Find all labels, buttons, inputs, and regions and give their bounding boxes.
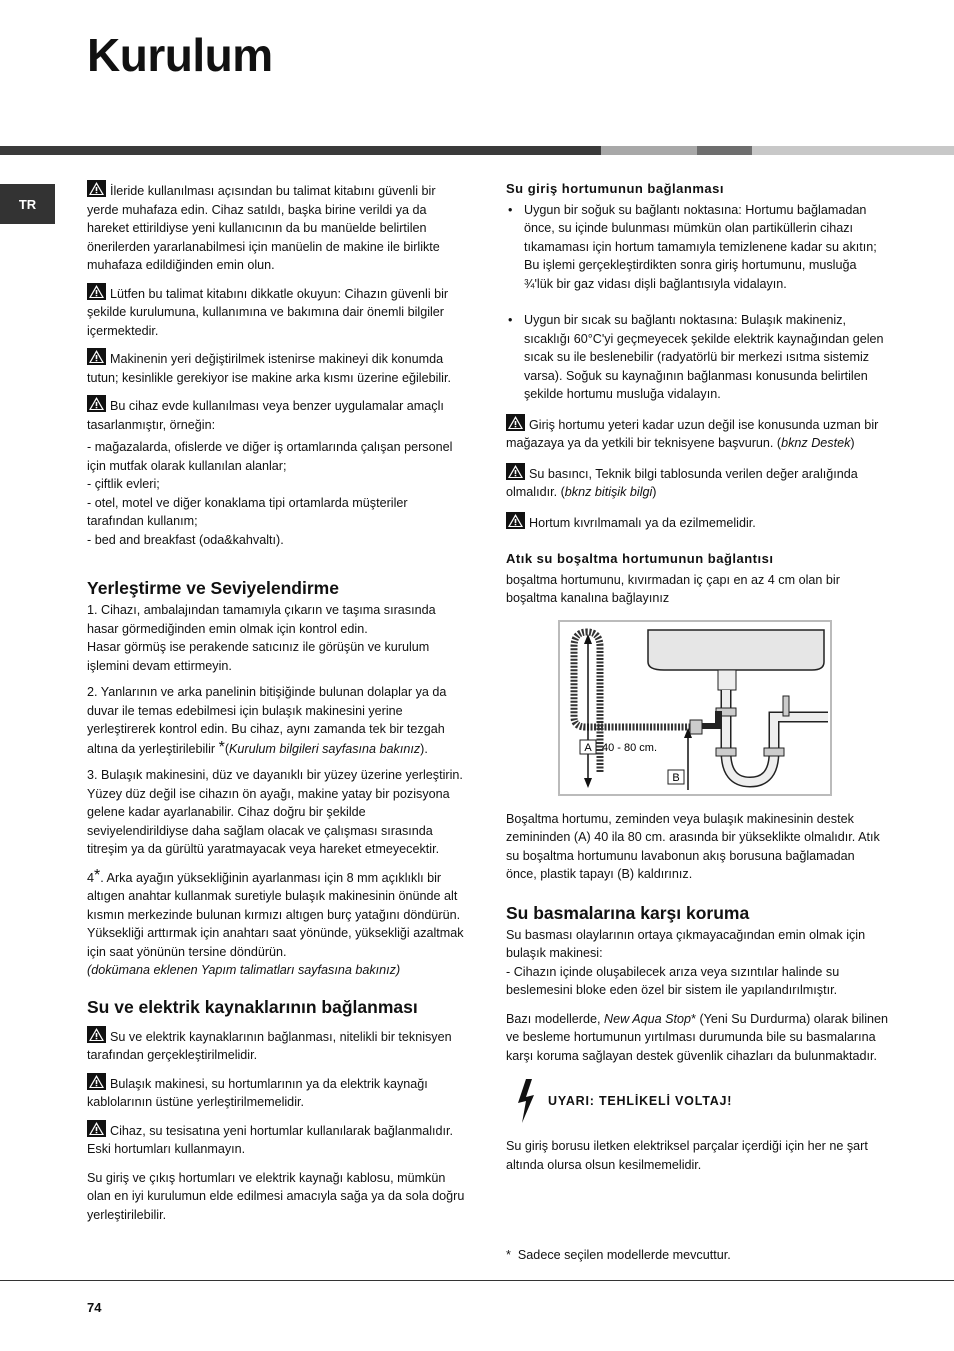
warning-icon <box>506 414 525 431</box>
header-bar-light-2 <box>752 146 954 155</box>
warning-icon <box>87 395 106 412</box>
page-title: Kurulum <box>87 29 273 81</box>
section-heading-drain-hose: Atık su boşaltma hortumunun bağlantısı <box>506 551 774 566</box>
arrow-head-down <box>584 778 592 788</box>
drain-outlet <box>718 670 736 690</box>
leveling-step-1b: Hasar görmüş ise perakende satıcınız ile görüşün ve kurulum işlemini devam ettirmeyin. <box>87 640 430 673</box>
leveling-step-4-ref: (dokümana eklenen Yapım talimatları sayfasına bakınız) <box>87 963 401 977</box>
warning-icon <box>87 348 106 365</box>
voltage-warning <box>516 1079 888 1123</box>
pipe-nut <box>764 748 784 756</box>
usage-list-item: - mağazalarda, ofislerde ve diğer iş ortamlarında çalışan personel için mutfak olarak kullanılan alanlar; <box>87 440 453 473</box>
leveling-step-4: 4*. Arka ayağın yüksekliğinin ayarlanması için 8 mm açıklıklı bir altıgen anahtar kullanmak suretiyle bulaşık makinesinin önünde alt kısmın merkezinde bulunan kırmızı altıgen burç yatağını döndürün. Yüksekliği arttırmak için anahtarı saat yönünde, yüksekliği azaltmak için saat yönünün tersine döndürün. <box>87 866 464 959</box>
warning-paragraph <box>87 180 467 275</box>
warning-paragraph: Giriş hortumu yeteri kadar uzun değil ise konusunda uzman bir mağazaya ya da yetkili bir teknisyene başvurun. (bknz Destek) <box>506 414 888 453</box>
vent-pipe <box>783 696 789 716</box>
usage-list-item: - çiftlik evleri; <box>87 477 160 491</box>
list-item: • Uygun bir sıcak su bağlantı noktasına: Bulaşık makineniz, sıcaklığı 60°C'yi geçmeyecek şekilde elektrik kaynağından gelen sıcak su ile beslenebilir (radyatörlü bir merkezi ısıtma sistemiz varsa). Soğuk su kaynağının bağlanması konusunda belirtilen şekilde hortumu musluğa vidalayın. <box>506 311 888 404</box>
paragraph: Eski hortumları kullanmayın. <box>87 1142 246 1156</box>
warning-text: Makinenin yeri değiştirilmek istenirse makineyi dik konumda tutun; kesinlikle gerekiyor ise makine arka kısmı üzerine eğilebilir. <box>87 352 451 385</box>
right-column <box>506 180 888 1182</box>
warning-text: İleride kullanılması açısından bu talimat kitabını güvenli bir yerde muhafaza edin. Cihaz satıldı, başka birine verildi ya da hareket ettirildiyse yeni kullanıcının da bu manüelde belirtilen önerilerden yararlanabilmesi için manüelin de makine ile birlikte muhafaza edildiğinden emin olun. <box>87 184 440 272</box>
paragraph: - Cihazın içinde oluşabilecek arıza veya sızıntılar halinde su beslemesini bloke eden özel bir sistem ile yapılandırılmıştır. <box>506 964 840 997</box>
drain-hose-diagram <box>558 620 832 796</box>
footer-divider <box>0 1280 954 1281</box>
siphon-trap-outline <box>726 690 774 782</box>
leveling-step-2: 2. Yanlarının ve arka panelinin bitişiğinde bulunan dolaplar ya da duvar ile temas edebilmesi için bulaşık makinesini yerine yerleştirerek kontrol edin. Bu cihaz, aynı zamanda tek bir tezgah altına da yerleştirilebilir *(Kurulum bilgileri sayfasına bakınız). <box>87 685 447 756</box>
leveling-step-1: 1. Cihazı, ambalajından tamamıyla çıkarın ve taşıma sırasında hasar görmediğinden emin olmak için kontrol edin. <box>87 603 436 636</box>
label-b: B <box>672 771 680 784</box>
warning-icon <box>506 463 525 480</box>
warning-text: Su ve elektrik kaynaklarının bağlanması, nitelikli bir teknisyen tarafından gerçekleştirilmelidir. <box>87 1029 452 1062</box>
warning-text: Hortum kıvrılmamalı ya da ezilmemelidir. <box>529 515 756 530</box>
warning-text: Lütfen bu talimat kitabını dikkatle okuyun: Cihazın güvenli bir şekilde kurulumuna, kullanımına ve bakımına dair önemli bilgiler içermektedir. <box>87 286 449 338</box>
header-bar-light <box>601 146 697 155</box>
lightning-bolt-icon <box>516 1079 536 1123</box>
pipe-nut <box>716 748 736 756</box>
usage-list-item: - otel, motel ve diğer konaklama tipi ortamlarda müşteriler tarafından kullanım; <box>87 495 408 528</box>
warning-icon <box>87 283 106 300</box>
warning-icon <box>87 180 106 197</box>
warning-icon <box>87 1026 106 1043</box>
section-heading-inlet-hose: Su giriş hortumunun bağlanması <box>506 181 724 196</box>
inlet-list <box>506 201 888 404</box>
header-bar-dark <box>0 146 601 155</box>
warning-paragraph <box>87 348 467 387</box>
list-item: • Uygun bir soğuk su bağlantı noktasına: Hortumu bağlamadan önce, su içinde bulunması mümkün olan partiküllerin cihazı tıkamaması için hortum tamamıyla temizlenene kadar su akıtın; Bu işlemi gerçekleştirdikten sonra giriş hortumunu, musluğa ¾'lük bir gaz vidası dişli bağlantısıyla vidalayın. <box>506 201 888 294</box>
warning-paragraph <box>87 1120 467 1141</box>
warning-text: Bu cihaz evde kullanılması veya benzer uygulamalar amaçlı tasarlanmıştır, örneğin: <box>87 399 444 432</box>
voltage-warning-label: UYARI: TEHLİKELİ VOLTAJ! <box>548 1093 733 1108</box>
warning-paragraph <box>506 512 888 533</box>
wall-pipe <box>774 717 828 732</box>
hose-connector <box>690 720 702 734</box>
section-heading-leveling: Yerleştirme ve Seviyelendirme <box>87 578 339 598</box>
arrow-head-up <box>584 634 592 644</box>
language-tab: TR <box>0 184 55 224</box>
warning-text: Cihaz, su tesisatına yeni hortumlar kullanılarak bağlanmalıdır. <box>110 1123 454 1138</box>
warning-text: Bulaşık makinesi, su hortumlarının ya da elektrik kaynağı kablolarının üstüne yerleştirilmemelidir. <box>87 1076 428 1109</box>
paragraph: Boşaltma hortumu, zeminden veya bulaşık makinesinin destek zemininden (A) 40 ila 80 cm. arasında bir yükseklikte olmalıdır. Atık su boşaltma hortumunu lavabonun akış borusuna bağlamadan önce, plastik tapayı (B) kaldırınız. <box>506 811 880 881</box>
warning-paragraph <box>87 283 467 341</box>
warning-paragraph <box>87 395 467 434</box>
footnote: * Sadece seçilen modellerde mevcuttur. <box>506 1248 731 1262</box>
warning-icon <box>87 1120 106 1137</box>
header-bar-mid <box>697 146 752 155</box>
warning-icon <box>506 512 525 529</box>
section-heading-flood-protection: Su basmalarına karşı koruma <box>506 902 750 923</box>
leveling-step-2-ref: Kurulum bilgileri sayfasına bakınız <box>229 741 421 756</box>
warning-paragraph: Su basıncı, Teknik bilgi tablosunda verilen değer aralığında olmalıdır. (bknz bitişik bilgi) <box>506 463 888 502</box>
warning-icon <box>87 1073 106 1090</box>
section-heading-water-electric: Su ve elektrik kaynaklarının bağlanması <box>87 996 418 1017</box>
paragraph: Su basması olaylarının ortaya çıkmayacağından emin olmak için bulaşık makinesi: <box>506 927 866 960</box>
left-column <box>87 180 467 1232</box>
page-number: 74 <box>87 1300 102 1315</box>
paragraph: Bazı modellerde, New Aqua Stop* (Yeni Su Durdurma) olarak bilinen ve besleme hortumunun yırtılması durumunda bile su basmalarına karşı koruma sağlayan destek güvenlik cihazları da bulunmaktadır. <box>506 1011 888 1063</box>
sink-basin <box>648 630 824 670</box>
branch-pipe <box>702 714 722 726</box>
label-a: A <box>584 741 592 754</box>
warning-paragraph <box>87 1073 467 1112</box>
range-label: 40 - 80 cm. <box>602 741 658 754</box>
paragraph: Su giriş ve çıkış hortumları ve elektrik kaynağı kablosu, mümkün olan en iyi kurulumun elde edilmesi amacıyla sağa ya da sola doğru yerleştirilebilir. <box>87 1170 465 1222</box>
leveling-step-3: 3. Bulaşık makinesini, düz ve dayanıklı bir yüzey üzerine yerleştirin. Yüzey düz değil ise cihazın ön ayağı, makine yatay bir pozisyona gelene kadar ayarlanabilir. Cihaz doğru bir şekilde seviyelendirildiyse daha sağlam olacak ve çalışması sırasında titreşim ya da gürültü yaratmayacak veya hareket etmeyecektir. <box>87 768 463 856</box>
paragraph: Su giriş borusu iletken elektriksel parçalar içerdiği için her ne şart altında olursa olsun kesilmemelidir. <box>506 1139 868 1172</box>
usage-list-item: - bed and breakfast (oda&kahvaltı). <box>87 532 284 547</box>
paragraph: boşaltma hortumunu, kıvırmadan iç çapı en az 4 cm olan bir boşaltma kanalına bağlayınız <box>506 572 840 605</box>
warning-paragraph <box>87 1026 467 1065</box>
drain-diagram-svg <box>560 622 830 794</box>
